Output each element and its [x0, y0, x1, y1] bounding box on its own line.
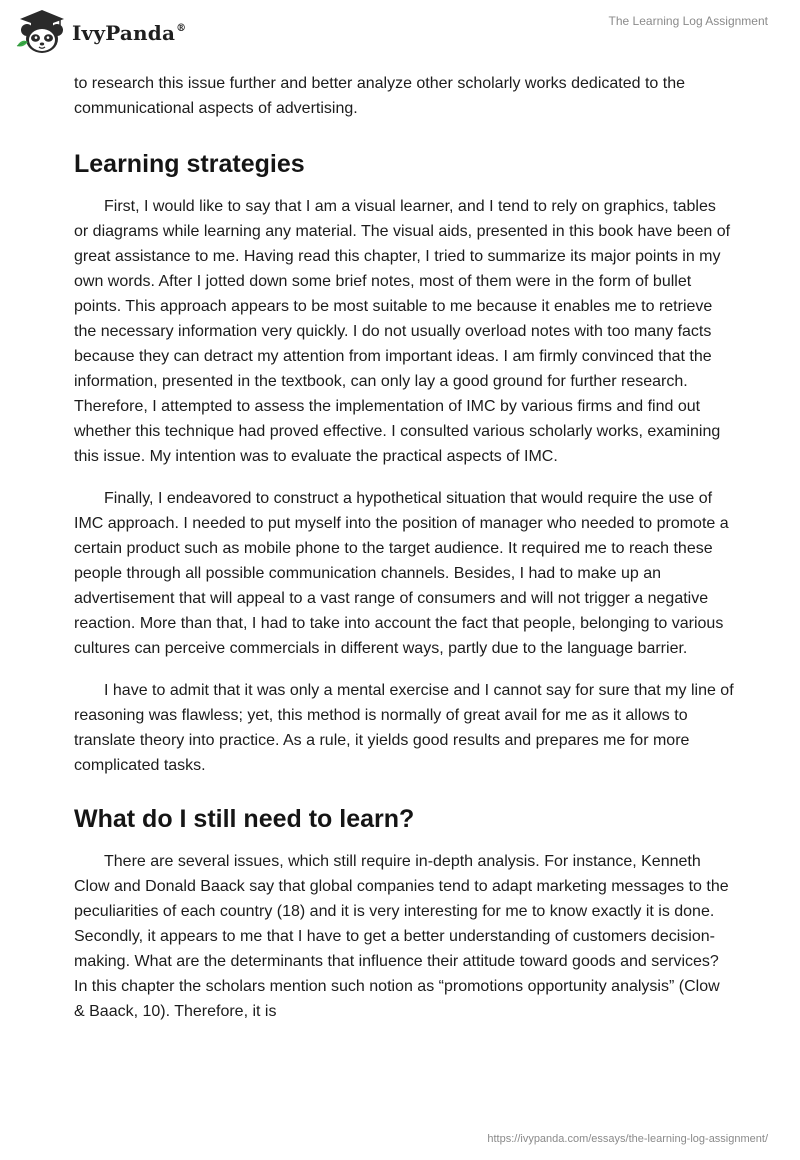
- document-title: The Learning Log Assignment: [608, 14, 768, 28]
- paragraph: First, I would like to say that I am a visual learner, and I tend to rely on graphics, tables or diagrams while learning any material. The visual aids, presented in this book have been of great assistance to me. Having read this chapter, I tried to summarize its major points in my own words. After I jotted down some brief notes, most of them were in the form of bullet points. This approach appears to be most suitable to me because it enables me to retrieve the necessary information very quickly. I do not usually overload notes with too many facts because they can detract my attention from important ideas. I am firmly convinced that the information, presented in the textbook, can only lay a good ground for further research. Therefore, I attempted to assess the implementation of IMC by various firms and find out whether this technique had proved effective. I consulted various scholarly works, examining this issue. My intention was to evaluate the practical aspects of IMC.: [74, 198, 731, 465]
- section-heading-what-to-learn: What do I still need to learn?: [74, 805, 415, 833]
- logo[interactable]: [14, 8, 186, 56]
- paragraph: Finally, I endeavored to construct a hypothetical situation that would require the use of IMC approach. I needed to put myself into the position of manager who needed to promote a certain product such as mobile phone to the target audience. It required me to reach these people through all possible communication channels. Besides, I had to make up an advertisement that will appeal to a vast range of consumers and will not trigger a negative reaction. More than that, I had to take into account the fact that people, belonging to various cultures can perceive commercials in different ways, partly due to the language barrier.: [74, 490, 729, 657]
- page-header: [0, 0, 800, 60]
- source-url-link[interactable]: https://ivypanda.com/essays/the-learning-log-assignment/: [487, 1133, 768, 1145]
- logo-name: IvyPanda: [72, 21, 176, 45]
- section-heading-learning-strategies: Learning strategies: [74, 150, 305, 178]
- article-body: [74, 71, 734, 1024]
- panda-logo-icon: [14, 8, 70, 56]
- logo-text: [72, 21, 186, 45]
- paragraph: I have to admit that it was only a mental exercise and I cannot say for sure that my line of reasoning was flawless; yet, this method is normally of great avail for me as it allows to translate theory into practice. As a rule, it yields good results and prepares me for more complicated tasks.: [74, 682, 734, 774]
- intro-paragraph: to research this issue further and better analyze other scholarly works dedicated to the communicational aspects of advertising.: [74, 75, 685, 117]
- registered-mark: ®: [176, 23, 187, 34]
- paragraph: There are several issues, which still require in-depth analysis. For instance, Kenneth Clow and Donald Baack say that global companies tend to adapt marketing messages to the peculiarities of each country (18) and it is very interesting for me to know exactly it is done. Secondly, it appears to me that I have to get a better understanding of customers decision-making. What are the determinants that influence their attitude toward goods and services? In this chapter the scholars mention such notion as “promotions opportunity analysis” (Clow & Baack, 10). Therefore, it is: [74, 853, 729, 1020]
